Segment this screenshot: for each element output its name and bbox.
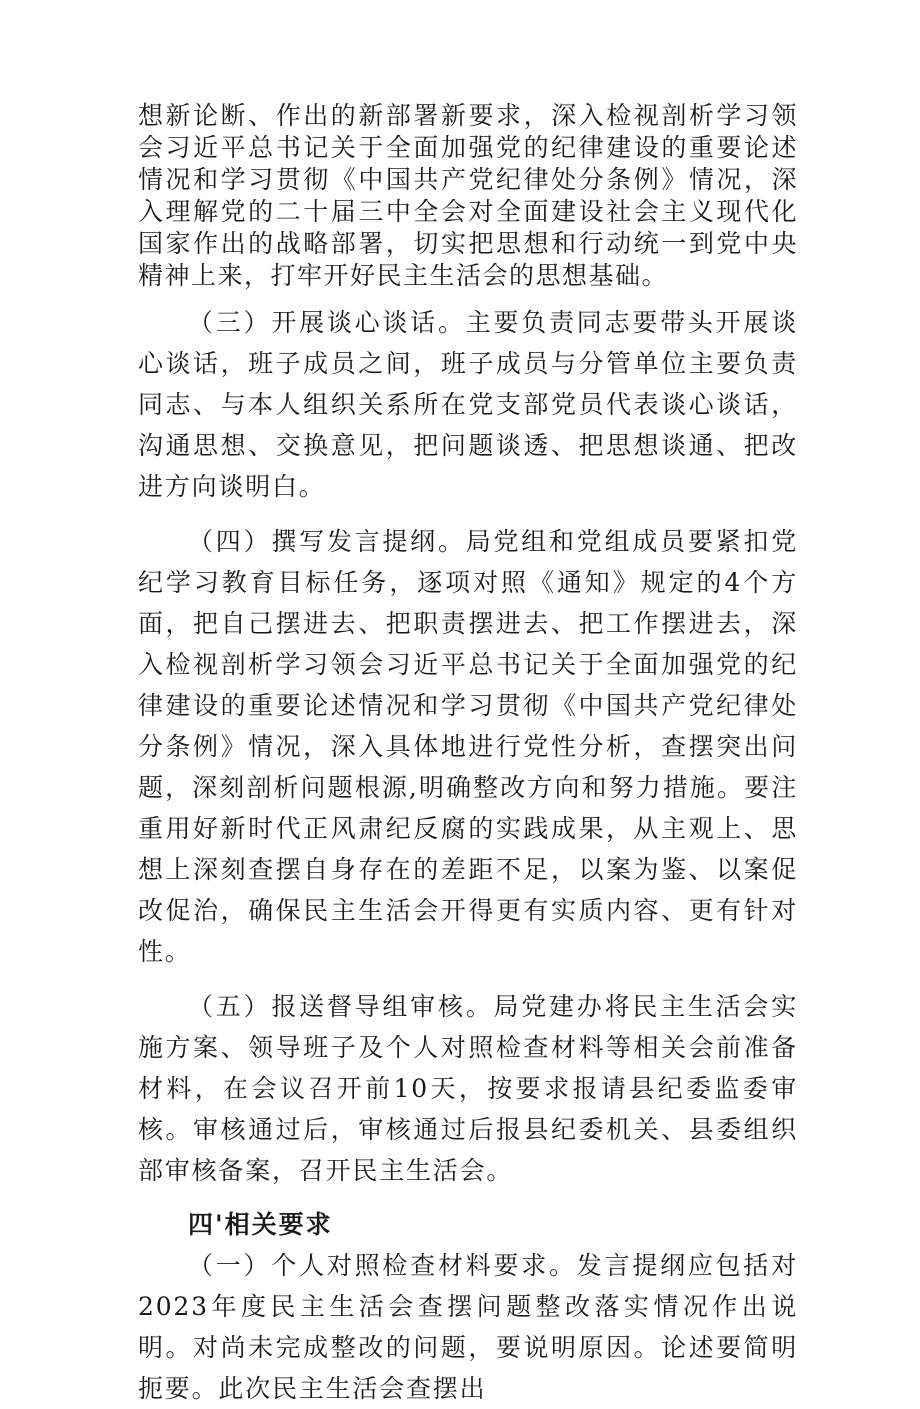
document-page [138,100,798,1409]
paragraph-outline: （四）撰写发言提纲。局党组和党组成员要紧扣党纪学习教育目标任务，逐项对照《通知》规定的4个方面，把自己摆进去、把职责摆进去、把工作摆进去，深入检视剖析学习领会习近平总书记关于全面加强党的纪律建设的重要论述情况和学习贯彻《中国共产党纪律处分条例》情况，深入具体地进行党性分析，查摆突出问题，深刻剖析问题根源,明确整改方向和努力措施。要注重用好新时代正风肃纪反腐的实践成果，从主观上、思想上深刻查摆自身存在的差距不足，以案为鉴、以案促改促治，确保民主生活会开得更有实质内容、更有针对性。 [138,527,798,966]
paragraph-talks: （三）开展谈心谈话。主要负责同志要带头开展谈心谈话，班子成员之间，班子成员与分管单位主要负责同志、与本人组织关系所在党支部党员代表谈心谈话，沟通思想、交换意见，把问题谈透、把思想谈通、把改进方向谈明白。 [138,308,798,501]
paragraph-continuation: 想新论断、作出的新部署新要求，深入检视剖析学习领会习近平总书记关于全面加强党的纪律建设的重要论述情况和学习贯彻《中国共产党纪律处分条例》情况，深入理解党的二十届三中全会对全面建设社会主义现代化国家作出的战略部署，切实把思想和行动统一到党中央精神上来，打牢开好民主生活会的思想基础。 [138,101,798,290]
paragraph-review: （五）报送督导组审核。局党建办将民主生活会实施方案、领导班子及个人对照检查材料等相关会前准备材料，在会议召开前10天，按要求报请县纪委监委审核。审核通过后，审核通过后报县纪委机关、县委组织部审核备案，召开民主生活会。 [138,992,798,1185]
paragraph-requirements: （一）个人对照检查材料要求。发言提纲应包括对2023年度民主生活会查摆问题整改落实情况作出说明。对尚未完成整改的问题，要说明原因。论述要简明扼要。此次民主生活会查摆出 [138,1251,798,1403]
section-heading: 四'相关要求 [188,1210,333,1239]
